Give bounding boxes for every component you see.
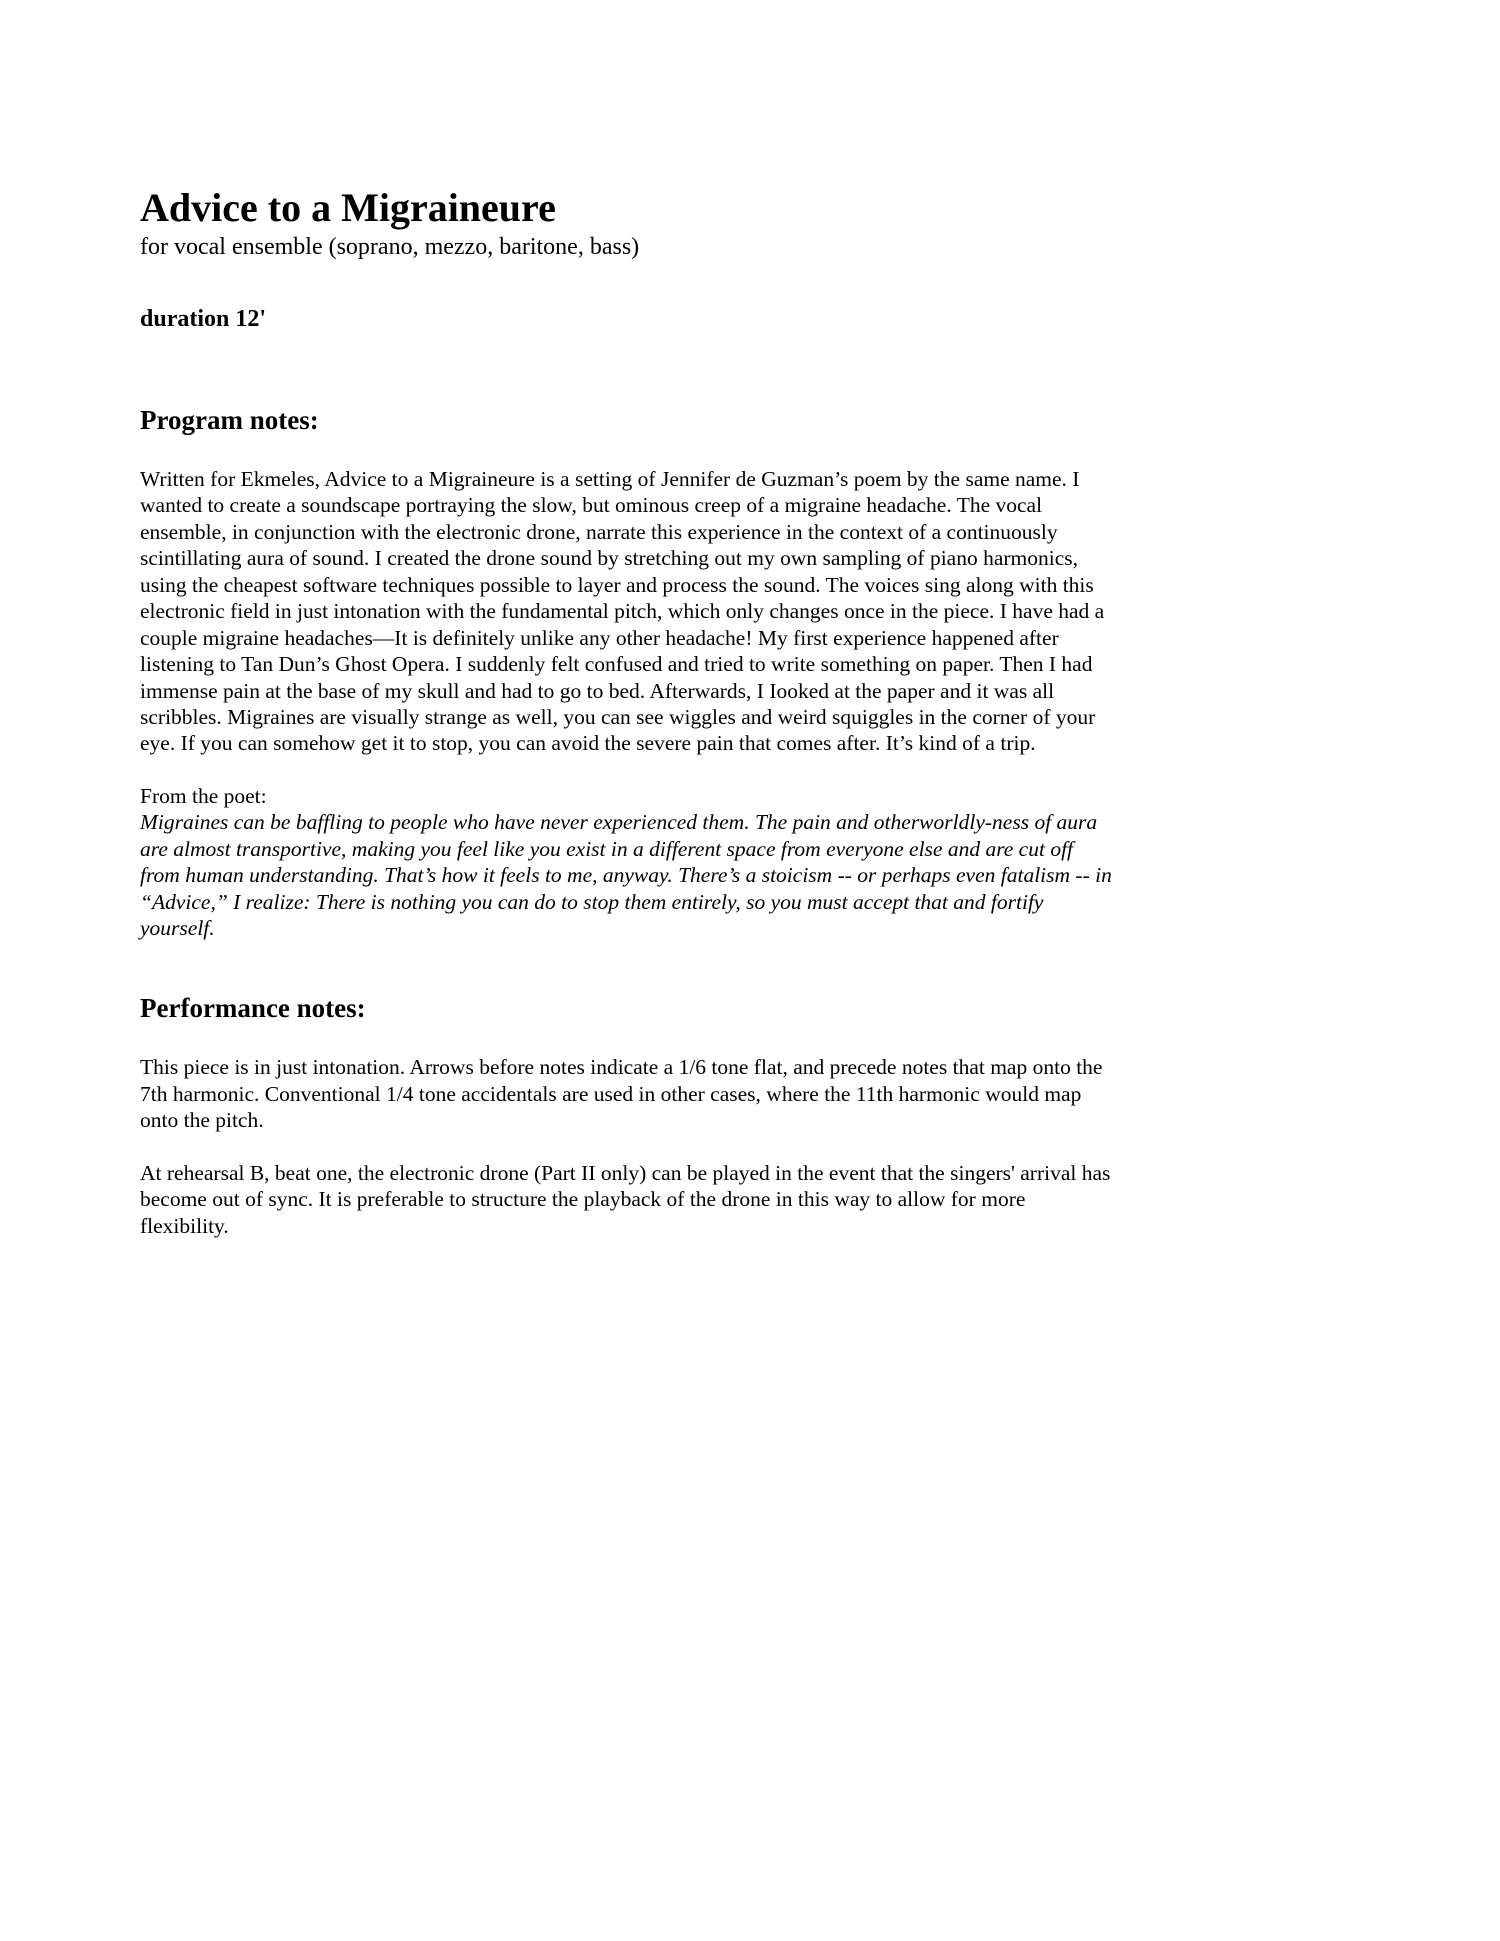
performance-notes-heading: Performance notes: [140,993,366,1024]
page-subtitle: for vocal ensemble (soprano, mezzo, baritone, bass) [140,234,640,260]
poet-quote-paragraph: Migraines can be baffling to people who have never experienced them. The pain and otherworldly-ness of aura are almost transportive, making you feel like you exist in a different space from everyone else and are cut off from human understanding. That’s how it feels to me, anyway. There’s a stoicism -- or perhaps even fatalism -- in “Advice,” I realize: There is nothing you can do to stop them entirely, so you must accept that and fortify yourself. [140,810,1112,940]
duration-label: duration 12' [140,306,267,332]
page-title: Advice to a Migraineure [140,185,556,230]
page-content [140,186,1115,1239]
from-poet-label: From the poet: [140,783,267,808]
performance-notes-paragraph-1: This piece is in just intonation. Arrows before notes indicate a 1/6 tone flat, and precede notes that map onto the 7th harmonic. Conventional 1/4 tone accidentals are used in other cases, where the 11th harmonic would map onto the pitch. [140,1055,1103,1133]
program-notes-heading: Program notes: [140,405,319,435]
program-notes-paragraph: Written for Ekmeles, Advice to a Migraineure is a setting of Jennifer de Guzman’s poem by the same name. I wanted to create a soundscape portraying the slow, but ominous creep of a migraine headache. The vocal ensemble, in conjunction with the electronic drone, narrate this experience in the context of a continuously scintillating aura of sound. I created the drone sound by stretching out my own sampling of piano harmonics, using the cheapest software techniques possible to layer and process the sound. The voices sing along with this electronic field in just intonation with the fundamental pitch, which only changes once in the piece. I have had a couple migraine headaches—It is definitely unlike any other headache! My first experience happened after listening to Tan Dun’s Ghost Opera. I suddenly felt confused and tried to write something on paper. Then I had immense pain at the base of my skull and had to go to bed. Afterwards, I Iooked at the paper and it was all scribbles. Migraines are visually strange as well, you can see wiggles and weird squiggles in the corner of your eye. If you can somehow get it to stop, you can avoid the severe pain that comes after. It’s kind of a trip. [140,467,1105,756]
performance-notes-paragraph-2: At rehearsal B, beat one, the electronic drone (Part II only) can be played in the event that the singers' arrival has become out of sync. It is preferable to structure the playback of the drone in this way to allow for more flexibility. [140,1160,1111,1238]
